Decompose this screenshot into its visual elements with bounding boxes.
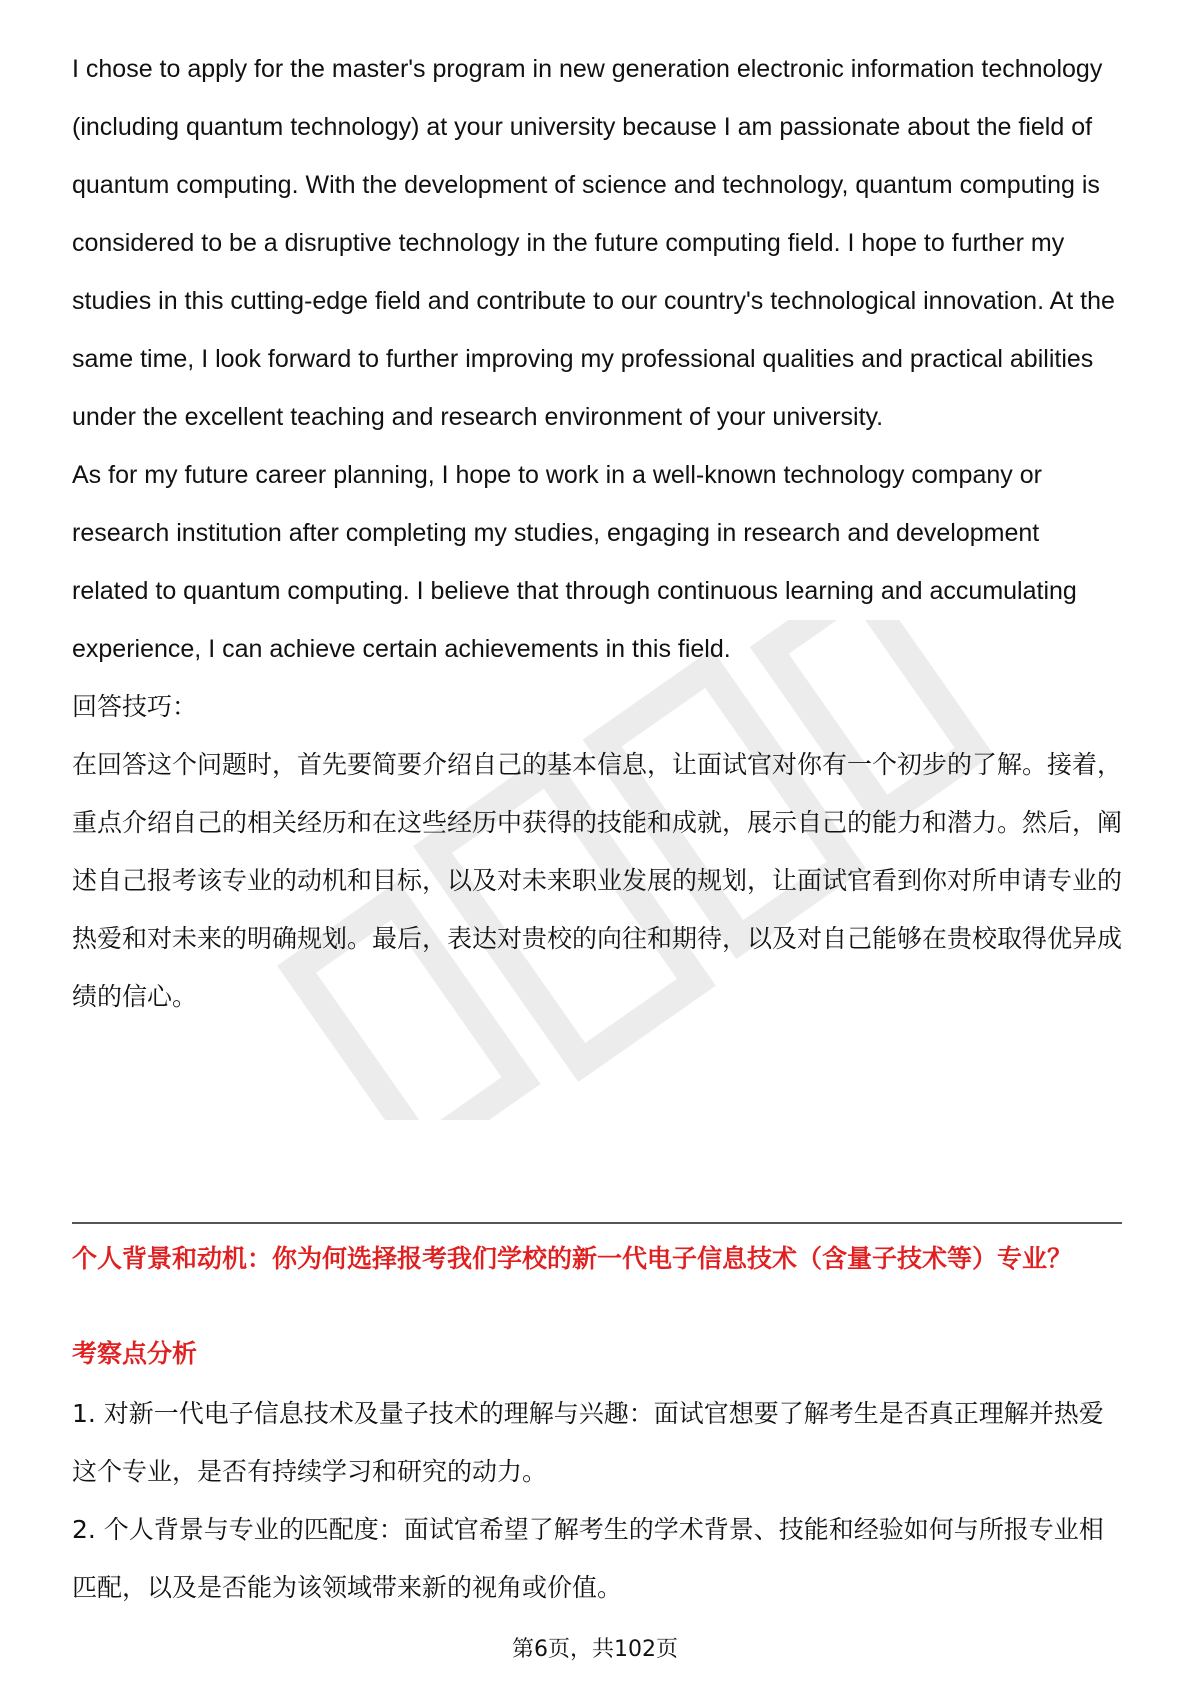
answer-paragraph-2: As for my future career planning, I hope to work in a well-known technology company or research institution after completing my studies, engaging in research and development related to quantum computing. I believe that through continuous learning and accumulating experience, I can achieve certain achievements in this field. (72, 461, 1077, 663)
analysis-points (72, 1385, 1122, 1617)
body-content (72, 40, 1122, 1026)
analysis-label: 考察点分析 (72, 1339, 198, 1368)
tips-label: 回答技巧： (72, 692, 198, 721)
tips-text: 在回答这个问题时，首先要简要介绍自己的基本信息，让面试官对你有一个初步的了解。接着，重点介绍自己的相关经历和在这些经历中获得的技能和成就，展示自己的能力和潜力。然后，阐述自己报考该专业的动机和目标，以及对未来职业发展的规划，让面试官看到你对所申请专业的热爱和对未来的明确规划。最后，表达对贵校的向往和期待，以及对自己能够在贵校取得优异成绩的信心。 (72, 750, 1123, 1011)
question-heading: 个人背景和动机：你为何选择报考我们学校的新一代电子信息技术（含量子技术等）专业？ (72, 1244, 1073, 1273)
page-number: 第6页，共102页 (512, 1637, 678, 1662)
section-divider (72, 1222, 1122, 1224)
analysis-point: 2. 个人背景与专业的匹配度：面试官希望了解考生的学术背景、技能和经验如何与所报专业相匹配，以及是否能为该领域带来新的视角或价值。 (72, 1515, 1104, 1602)
answer-paragraph-1: I chose to apply for the master's program in new generation electronic information technology (including quantum technology) at your university because I am passionate about the field of quantum computing. With the development of science and technology, quantum computing is considered to be a disruptive technology in the future computing field. I hope to further my studies in this cutting-edge field and contribute to our country's technological innovation. At the same time, I look forward to further improving my professional qualities and practical abilities under the excellent teaching and research environment of your university. (72, 55, 1115, 431)
analysis-point: 1. 对新一代电子信息技术及量子技术的理解与兴趣：面试官想要了解考生是否真正理解并热爱这个专业，是否有持续学习和研究的动力。 (72, 1399, 1104, 1486)
